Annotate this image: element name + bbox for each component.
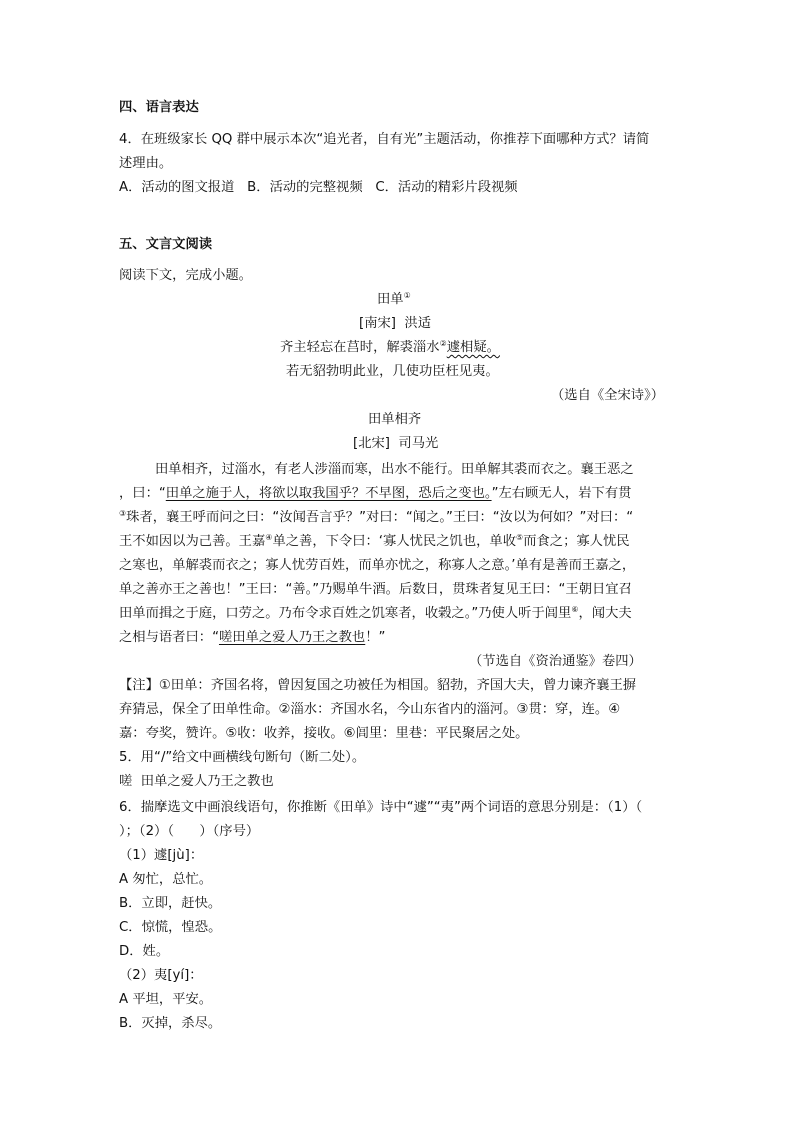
prose-line5: 之寒也，单解裘而衣之；寡人忧劳百姓，而单亦忧之，称寡人之意。’单有是善而王嘉之， — [119, 558, 636, 573]
poem-author: [南宋] 洪适 — [359, 316, 432, 331]
note-mark: ⑤ — [516, 533, 524, 542]
q4-line2: 述理由。 — [119, 156, 173, 171]
q6-sub2-option-b: B．灭掉，杀尽。 — [119, 1016, 222, 1031]
q6-line1: 6．揣摩选文中画浪线语句，你推断《田单》诗中“遽”“夷”两个词语的意思分别是：（1）（ — [119, 800, 643, 815]
notes-line2: 弃猜忌，保全了田单性命。②淄水：齐国水名，今山东省内的淄河。③贯：穿，连。④ — [119, 702, 621, 717]
prose-source: （节选自《资治通鉴》卷四） — [469, 654, 642, 669]
q6-line2: ）；（2）（ ）（序号） — [119, 824, 260, 839]
q6-sub1-option-b: B．立即，赶快。 — [119, 896, 222, 911]
prose-line2: ，曰：“田单之施于人，将欲以取我国乎？不早图，恐后之变也。”左右顾无人，岩下有贯 — [119, 486, 632, 501]
q6-sub2-option-a: A 平坦，平安。 — [119, 992, 213, 1007]
q6-sub1-option-a: A 匆忙，总忙。 — [119, 872, 213, 887]
note-mark: ② — [439, 339, 447, 348]
note-mark: ③ — [119, 509, 127, 518]
q5-sentence: 嗟 田单之爱人乃王之教也 — [119, 774, 274, 789]
q5-text: 5．用“/”给文中画横线句断句（断二处）。 — [119, 750, 366, 765]
prose-title: 田单相齐 — [368, 412, 422, 427]
note-mark: ① — [403, 291, 411, 300]
prose-line1: 田单相齐，过淄水，有老人涉淄而寒，出水不能行。田单解其裘而衣之。襄王恶之 — [155, 462, 634, 477]
notes-line1: 【注】①田单：齐国名将，曾因复国之功被任为相国。貂勃，齐国大夫，曾力谏齐襄王摒 — [119, 678, 637, 693]
q6-sub1-option-d: D．姓。 — [119, 944, 170, 959]
poem-source: （选自《全宋诗》） — [551, 388, 665, 403]
underlined-sentence: 嗟田单之爱人乃王之教也 — [218, 630, 366, 645]
prose-author: [北宋] 司马光 — [353, 436, 439, 451]
prose-line3: ③珠者，襄王呼而问之曰：“汝闻吾言乎？”对曰：“闻之。”王曰：“汝以为何如？”对曰：“ — [119, 509, 634, 525]
q6-sub1-label: （1）遽[jù]： — [119, 848, 204, 863]
prose-line4: 王不如因以为己善。王嘉④单之善，下令曰：‘寡人忧民之饥也，单收⑤而食之；寡人忧民 — [119, 533, 630, 549]
reading-instruction: 阅读下文，完成小题。 — [119, 268, 252, 283]
q4-options: A．活动的图文报道 B．活动的完整视频 C．活动的精彩片段视频 — [119, 180, 518, 195]
prose-line7: 田单而揖之于庭，口劳之。乃布令求百姓之饥寒者，收榖之。”乃使人听于闾里⑥，闻大夫 — [119, 605, 632, 621]
poem-line2: 若无貂勃明此业，几使功臣枉见夷。 — [286, 364, 499, 379]
q6-sub1-option-c: C．惊慌，惶恐。 — [119, 920, 222, 935]
section5-heading: 五、文言文阅读 — [119, 237, 213, 252]
wavy-underlined-word: 遽相疑。 — [446, 340, 500, 355]
q4-line1: 4．在班级家长 QQ 群中展示本次“追光者，自有光”主题活动，你推荐下面哪种方式？请简 — [119, 132, 650, 147]
poem-line1: 齐主轻忘在莒时，解裘淄水②遽相疑。 — [280, 339, 500, 355]
notes-line3: 嘉：夸奖，赞许。⑤收：收养，接收。⑥闾里：里巷：平民聚居之处。 — [119, 726, 529, 741]
q6-sub2-label: （2）夷[yí]： — [119, 968, 203, 983]
note-mark: ⑥ — [571, 605, 579, 614]
poem-title: 田单① — [377, 291, 411, 307]
prose-line6: 单之善亦王之善也！”王曰：“善。”乃赐单牛酒。后数日，贯珠者复见王曰：“王朝日宜召 — [119, 582, 632, 597]
note-mark: ④ — [265, 533, 273, 542]
section4-heading: 四、语言表达 — [119, 100, 199, 115]
underlined-sentence: 田单之施于人，将欲以取我国乎？不早图，恐后之变也。 — [165, 486, 492, 501]
prose-line8: 之相与语者曰：“嗟田单之爱人乃王之教也！” — [119, 630, 386, 645]
